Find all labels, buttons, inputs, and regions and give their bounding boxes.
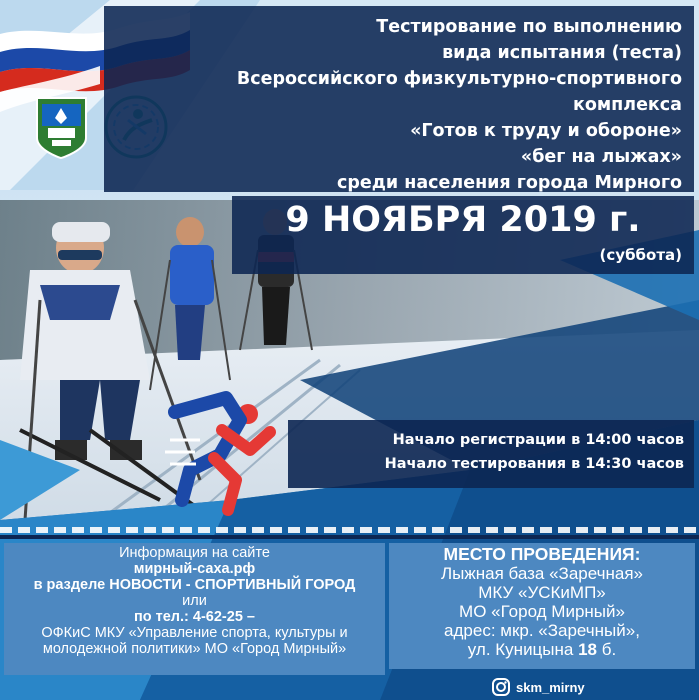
organization-line: молодежной политики» МО «Город Мирный» [42, 641, 347, 657]
venue-text [389, 545, 695, 659]
testing-time: Начало тестирования в 14:30 часов [384, 456, 684, 472]
venue-line: МКУ «УСКиМП» [478, 583, 606, 602]
title-line: Тестирование по выполнению [376, 17, 682, 37]
phone-number: по тел.: 4-62-25 – [134, 609, 255, 625]
title-line: вида испытания (теста) [442, 43, 682, 63]
title-line: «Готов к труду и обороне» [410, 121, 682, 141]
venue-house-suffix: б. [601, 640, 617, 659]
title-line: Всероссийского физкультурно-спортивного [236, 69, 682, 89]
title-panel [104, 6, 694, 192]
venue-house: 18 [578, 640, 598, 659]
info-line: Информация на сайте [119, 545, 270, 561]
instagram-label: skm_mirny [516, 679, 585, 695]
title-line: «бег на лыжах» [520, 147, 682, 167]
venue-line: Лыжная база «Заречная» [441, 564, 643, 583]
organization-line: ОФКиС МКУ «Управление спорта, культуры и [41, 625, 348, 641]
venue-street: ул. Куницына [467, 640, 574, 659]
website-link[interactable]: мирный-саха.рф [133, 561, 256, 577]
info-or: или [182, 593, 207, 609]
instagram-icon [492, 678, 510, 696]
title-line: комплекса [572, 95, 682, 115]
venue-panel [389, 543, 695, 669]
website-section: в разделе НОВОСТИ - СПОРТИВНЫЙ ГОРОД [33, 577, 356, 593]
info-panel [4, 543, 385, 675]
event-weekday: (суббота) [599, 246, 682, 264]
info-text [4, 545, 385, 657]
title-line: среди населения города Мирного [336, 173, 682, 193]
venue-heading: МЕСТО ПРОВЕДЕНИЯ: [443, 544, 641, 564]
venue-line: МО «Город Мирный» [459, 602, 625, 621]
venue-line: адрес: мкр. «Заречный», [444, 621, 640, 640]
venue-street-line [389, 640, 695, 659]
event-date: 9 НОЯБРЯ 2019 г. [285, 200, 641, 240]
poster-title [237, 14, 682, 196]
instagram-handle[interactable] [492, 677, 585, 697]
schedule-text [385, 428, 684, 476]
date-panel [232, 196, 694, 274]
mirny-coat-of-arms-icon [37, 98, 86, 158]
registration-time: Начало регистрации в 14:00 часов [392, 432, 684, 448]
schedule-panel [288, 420, 694, 488]
